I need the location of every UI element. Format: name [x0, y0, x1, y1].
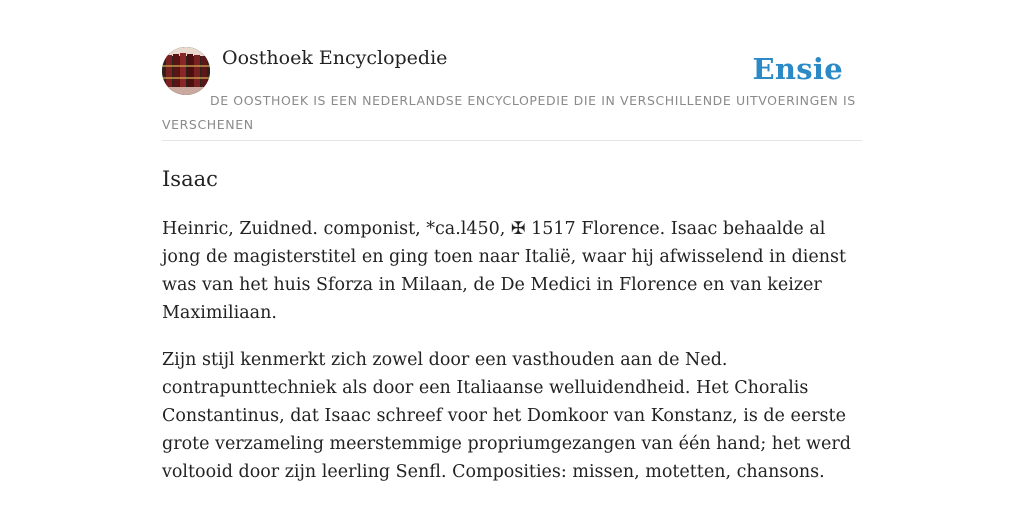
article-title: Isaac: [162, 167, 218, 191]
article: [162, 163, 862, 486]
site-header: [162, 46, 862, 141]
site-tagline: DE OOSTHOEK IS EEN NEDERLANDSE ENCYCLOPEDIE DIE IN VERSCHILLENDE UITVOERINGEN IS VERSCHENEN: [162, 93, 856, 132]
site-title-link[interactable]: Oosthoek Encyclopedie: [222, 47, 448, 69]
article-paragraph: Heinric, Zuidned. componist, *ca.l450, ✠ 1517 Florence. Isaac behaalde al jong de magisterstitel en ging toen naar Italië, waar hij afwisselend in dienst was van het huis Sforza in Milaan, de De Medici in Florence en van keizer Maximiliaan.: [162, 219, 847, 323]
ensie-logo[interactable]: Ensie: [752, 52, 843, 86]
article-paragraph: Zijn stijl kenmerkt zich zowel door een vasthouden aan de Ned. contrapunttechniek als door een Italiaanse welluidendheid. Het Choralis Constantinus, dat Isaac schreef voor het Domkoor van Konstanz, is de eerste grote verzameling meerstemmige propriumgezangen van één hand; het werd voltooid door zijn leerling Senfl. Composities: missen, motetten, chansons.: [162, 350, 851, 482]
bookshelf-icon: [162, 47, 210, 95]
encyclopedia-avatar[interactable]: [162, 47, 210, 95]
